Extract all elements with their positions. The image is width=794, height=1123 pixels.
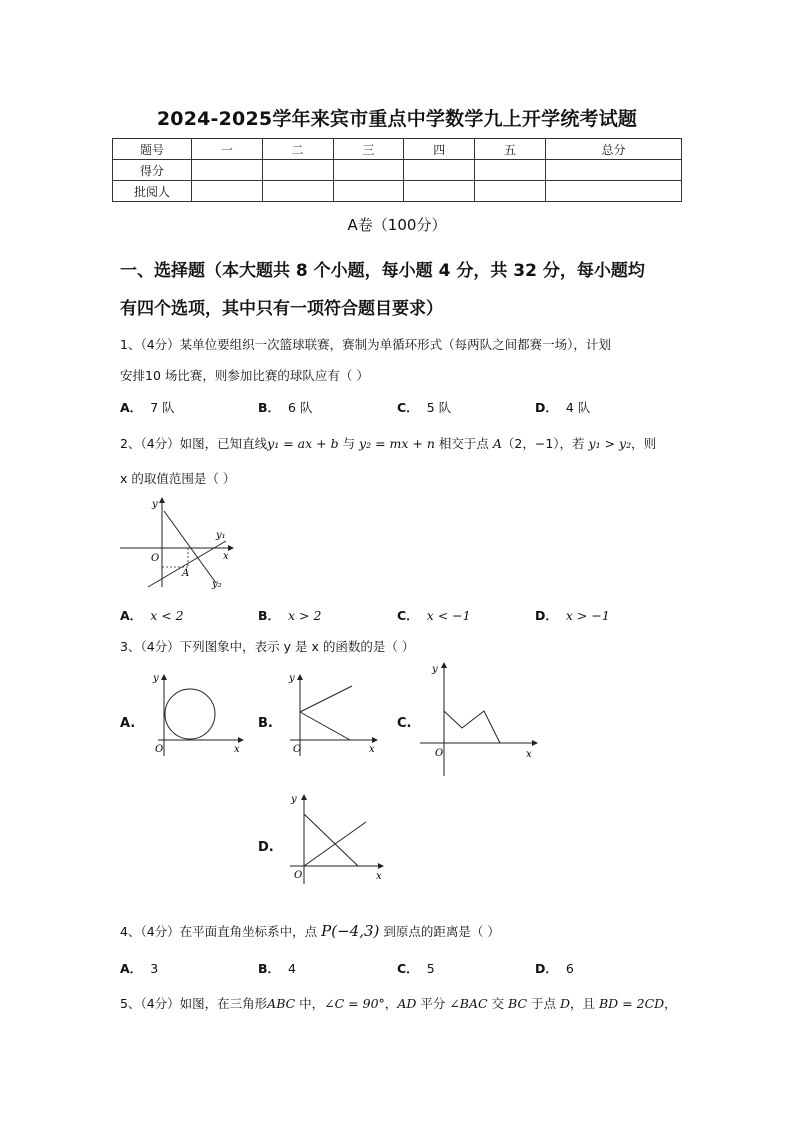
x-label: x xyxy=(234,744,240,755)
q2-figure xyxy=(118,495,236,591)
table-cell xyxy=(404,160,475,181)
y-label: y xyxy=(432,664,438,675)
line-y2 xyxy=(164,511,216,583)
y-label: y xyxy=(291,794,297,805)
question-4: 4、（4分）在平面直角坐标系中，点 P(−4,3) 到原点的距离是（ ） xyxy=(120,922,500,940)
y2-label: y₂ xyxy=(212,579,222,590)
table-cell xyxy=(404,181,475,202)
q3-graph-a xyxy=(142,670,246,760)
table-header: 一 xyxy=(192,139,263,160)
question-2-line1: 2、（4分）如图，已知直线y₁ = ax + b 与 y₂ = mx + n 相交于点 A（2，−1），若 y₁ > y₂，则 xyxy=(120,436,657,451)
x-label: x xyxy=(369,744,375,755)
q3-label-c: C. xyxy=(397,716,412,731)
question-1-line1: 1、（4分）某单位要组织一次篮球联赛，赛制为单循环形式（每两队之间都赛一场），计划 xyxy=(120,337,611,352)
section-heading-line2: 有四个选项，其中只有一项符合题目要求） xyxy=(120,299,443,319)
table-cell xyxy=(475,181,546,202)
q2-option-c: C． x < −1 xyxy=(397,608,471,623)
page-title: 2024-2025学年来宾市重点中学数学九上开学统考试题 xyxy=(156,108,638,130)
lower-ray xyxy=(300,712,350,740)
q4-option-c: C． 5 xyxy=(397,961,435,976)
y1-label: y₁ xyxy=(216,530,226,541)
y-arrow-icon xyxy=(297,674,303,680)
q3-graph-c xyxy=(418,656,542,780)
q2-option-d: D． x > −1 xyxy=(535,608,610,623)
y-label: y xyxy=(289,673,295,684)
table-cell xyxy=(475,160,546,181)
x-arrow-icon xyxy=(238,737,244,743)
y-label: y xyxy=(153,673,159,684)
table-header: 三 xyxy=(333,139,404,160)
y-arrow-icon xyxy=(159,497,165,503)
zigzag-curve xyxy=(444,711,500,743)
score-table xyxy=(112,138,682,202)
question-5-line1: 5、（4分）如图，在三角形ABC 中，∠C = 90°，AD 平分 ∠BAC 交 BC 于点 D，且 BD = 2CD， xyxy=(120,996,677,1011)
x-arrow-icon xyxy=(228,545,234,551)
question-1-line2: 安排10 场比赛，则参加比赛的球队应有（ ） xyxy=(120,368,369,383)
question-3: 3、（4分）下列图象中，表示 y 是 x 的函数的是（ ） xyxy=(120,639,415,654)
table-cell xyxy=(192,181,263,202)
q3-label-b: B. xyxy=(258,716,273,731)
q2-option-a: A． x < 2 xyxy=(120,608,184,623)
x-label: x xyxy=(223,551,229,562)
table-cell xyxy=(333,160,404,181)
question-2-line2: x 的取值范围是（ ） xyxy=(120,471,236,486)
table-cell xyxy=(192,160,263,181)
x-label: x xyxy=(376,871,382,882)
table-cell xyxy=(262,181,333,202)
y-arrow-icon xyxy=(161,674,167,680)
table-row xyxy=(113,160,682,181)
descending-line xyxy=(304,814,358,866)
x-label: x xyxy=(526,749,532,760)
circle-curve xyxy=(165,689,215,739)
origin-label: O xyxy=(293,744,302,755)
table-row xyxy=(113,181,682,202)
origin-label: O xyxy=(151,553,160,564)
table-header: 题号 xyxy=(113,139,192,160)
origin-label: O xyxy=(294,870,303,881)
q1-option-a: A． 7 队 xyxy=(120,400,175,415)
table-cell xyxy=(262,160,333,181)
q4-option-d: D． 6 xyxy=(535,961,574,976)
q3-label-d: D. xyxy=(258,840,274,855)
volume-heading: A卷（100分） xyxy=(347,216,447,234)
x-arrow-icon xyxy=(372,737,378,743)
table-header: 四 xyxy=(404,139,475,160)
x-arrow-icon xyxy=(378,863,384,869)
q1-option-b: B． 6 队 xyxy=(258,400,313,415)
row-label-reviewer: 批阅人 xyxy=(113,181,192,202)
q2-option-b: B． x > 2 xyxy=(258,608,322,623)
origin-label: O xyxy=(435,748,444,759)
q3-label-a: A. xyxy=(120,716,136,731)
q4-option-a: A． 3 xyxy=(120,961,159,976)
q3-graph-b xyxy=(280,670,384,760)
upper-ray xyxy=(300,686,352,712)
table-cell xyxy=(333,181,404,202)
table-cell xyxy=(545,181,681,202)
table-header: 五 xyxy=(475,139,546,160)
table-row xyxy=(113,139,682,160)
origin-label: O xyxy=(155,744,164,755)
x-arrow-icon xyxy=(532,740,538,746)
y-label: y xyxy=(152,499,158,510)
section-heading-line1: 一、选择题（本大题共 8 个小题，每小题 4 分，共 32 分，每小题均 xyxy=(120,261,645,281)
y-arrow-icon xyxy=(301,794,307,800)
y-arrow-icon xyxy=(441,662,447,668)
q1-option-c: C． 5 队 xyxy=(397,400,452,415)
q4-option-b: B． 4 xyxy=(258,961,296,976)
table-header: 总分 xyxy=(545,139,681,160)
ascending-line xyxy=(304,822,366,866)
table-header: 二 xyxy=(262,139,333,160)
row-label-score: 得分 xyxy=(113,160,192,181)
q1-option-d: D． 4 队 xyxy=(535,400,591,415)
q3-graph-d xyxy=(280,788,390,888)
table-cell xyxy=(545,160,681,181)
point-a-label: A xyxy=(182,568,190,579)
